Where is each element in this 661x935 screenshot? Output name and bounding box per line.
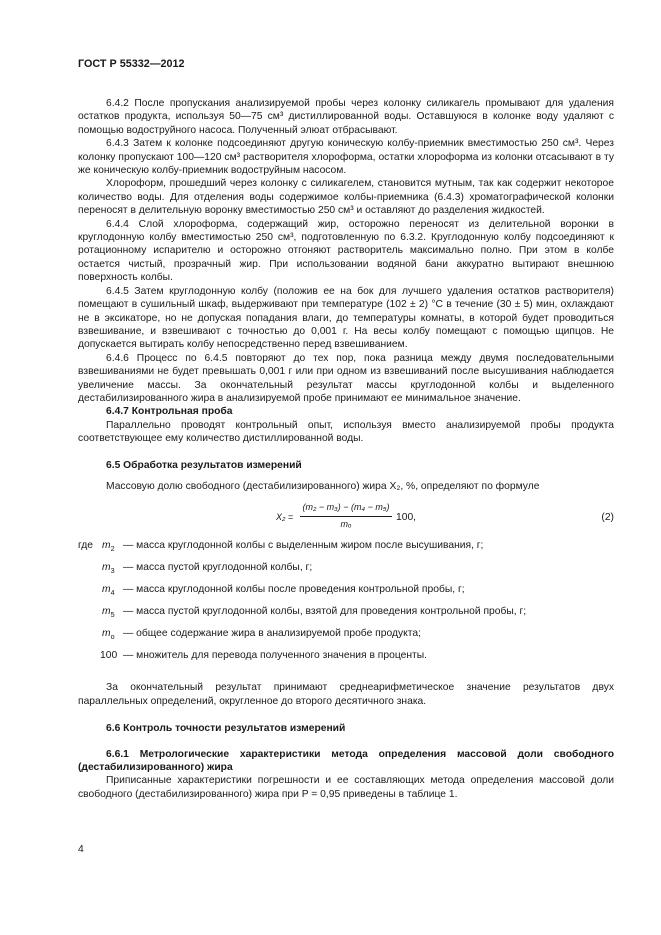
paragraph-6-4-7: Параллельно проводят контрольный опыт, используя вместо анализируемой пробы продукта соответствующее ему количество дистиллированной воды.	[78, 419, 614, 445]
definition-text: — общее содержание жира в анализируемой пробе продукта;	[123, 628, 421, 640]
definition-item	[78, 539, 614, 561]
paragraph-6-4-4: 6.4.4 Слой хлороформа, содержащий жир, осторожно переносят из делительной воронки в круглодонную колбу вместимостью 250 см³, подготовленную по 6.3.2. Круглодонную колбу подсоединяют к ротационному испарителю и осторожно отгоняют растворитель максимально полно. При этом в колбе остается чистый, прозрачный жир. При использовании водяной бани аккуратно вытирают внешнюю поверхность колбы.	[78, 218, 614, 284]
heading-6-6: 6.6 Контроль точности результатов измерений	[106, 723, 346, 735]
heading-6-4-7: 6.4.7 Контрольная проба	[106, 406, 233, 418]
paragraph-6-4-3: 6.4.3 Затем к колонке подсоединяют другую коническую колбу-приемник вместимостью 250 см³. Через колонку пропускают 100—120 см³ растворителя хлороформа, остатки хлороформа из колонки отсасывают в ту же коническую колбу-приемник водоструйным насосом.	[78, 138, 614, 177]
definition-text: — множитель для перевода полученного значения в проценты.	[123, 650, 427, 662]
formula-lhs: X₂ =	[276, 512, 294, 523]
formula-fraction	[300, 501, 392, 531]
definition-text: — масса круглодонной колбы после проведения контрольной пробы, г;	[123, 584, 465, 596]
definition-item	[78, 649, 614, 671]
formula-number: (2)	[601, 512, 614, 524]
paragraph-6-6-1: Приписанные характеристики погрешности и ее составляющих метода определения массовой доли свободного (дестабилизированного) жира при P = 0,95 приведены в таблице 1.	[78, 775, 614, 800]
definition-symbol-100: 100	[100, 650, 118, 662]
heading-6-6-1: 6.6.1 Метрологические характеристики метода определения массовой доли свободного (дестабилизированного) жира	[78, 748, 614, 773]
definition-symbol: $m_2$	[102, 540, 115, 554]
formula-denominator: mₒ	[340, 518, 352, 529]
definition-item	[78, 627, 614, 649]
formula-2	[78, 499, 614, 533]
definition-item	[78, 561, 614, 583]
definition-text: — масса пустой круглодонной колбы, г;	[123, 562, 313, 574]
definition-item	[78, 583, 614, 605]
document-code-header: ГОСТ Р 55332—2012	[78, 58, 185, 70]
paragraph-chloroform: Хлороформ, прошедший через колонку с силикагелем, становится мутным, так как содержит некоторое количество воды. Для отделения воды содержимое колбы-приемника (6.4.3) хроматографической колонки переносят в делительную воронку вместимостью 250 см³ и оставляют до разделения жидкостей.	[78, 178, 614, 217]
definition-text: — масса пустой круглодонной колбы, взятой для проведения контрольной пробы, г;	[123, 606, 527, 618]
definition-symbol: $m_4$	[102, 584, 115, 598]
formula-multiplier: 100,	[396, 512, 417, 524]
heading-6-5: 6.5 Обработка результатов измерений	[106, 459, 302, 471]
paragraph-6-4-5: 6.4.5 Затем круглодонную колбу (положив ее на бок для лучшего удаления остатков растворителя) помещают в сушильный шкаф, выдерживают при температуре (102 ± 2) °С в течение (30 ± 5) мин, охлаждают не в эксикаторе, но не допуская попадания влаги, до температуры комнаты, в которой будет проводиться взвешивание, и взвешивают с точностью до 0,001 г. На весы колбу помещают с помощью щипцов. Не допускается вытирать колбу непосредственно перед взвешиванием.	[78, 285, 614, 351]
definition-symbol: $m_5$	[102, 606, 115, 620]
definition-item	[78, 605, 614, 627]
definition-symbol: $m_3$	[102, 562, 115, 576]
document-body	[78, 97, 614, 801]
where-word: где	[78, 540, 94, 552]
page-number: 4	[78, 844, 84, 855]
definition-symbol: $m_о$	[102, 628, 115, 642]
definition-text: — масса круглодонной колбы с выделенным жиром после высушивания, г;	[123, 540, 484, 552]
formula-numerator: (m₂ − m₃) − (m₄ − m₅)	[300, 501, 392, 516]
definitions-list	[78, 539, 614, 671]
paragraph-final-result: За окончательный результат принимают среднеарифметическое значение результатов двух параллельных определений, округленное до второго десятичного знака.	[78, 682, 614, 707]
paragraph-6-4-2: 6.4.2 После пропускания анализируемой пробы через колонку силикагель промывают для удаления остатков продукта, используя 50—75 см³ дистиллированной воды. Оставшуюся в колонке воду удаляют с помощью водоструйного насоса. Полученный элюат отбрасывают.	[78, 98, 614, 136]
paragraph-6-5-intro: Массовую долю свободного (дестабилизированного) жира X₂, %, определяют по формуле	[106, 480, 540, 492]
paragraph-6-4-6: 6.4.6 Процесс по 6.4.5 повторяют до тех пор, пока разница между двумя последовательными взвешиваниями не будет превышать 0,001 г или при одном из взвешиваний после высушивания наблюдается увеличение массы. За окончательный результат массы круглодонной колбы и выделенного дестабилизированного жира в анализируемой пробе принимают ее минимальное значение.	[78, 352, 614, 404]
